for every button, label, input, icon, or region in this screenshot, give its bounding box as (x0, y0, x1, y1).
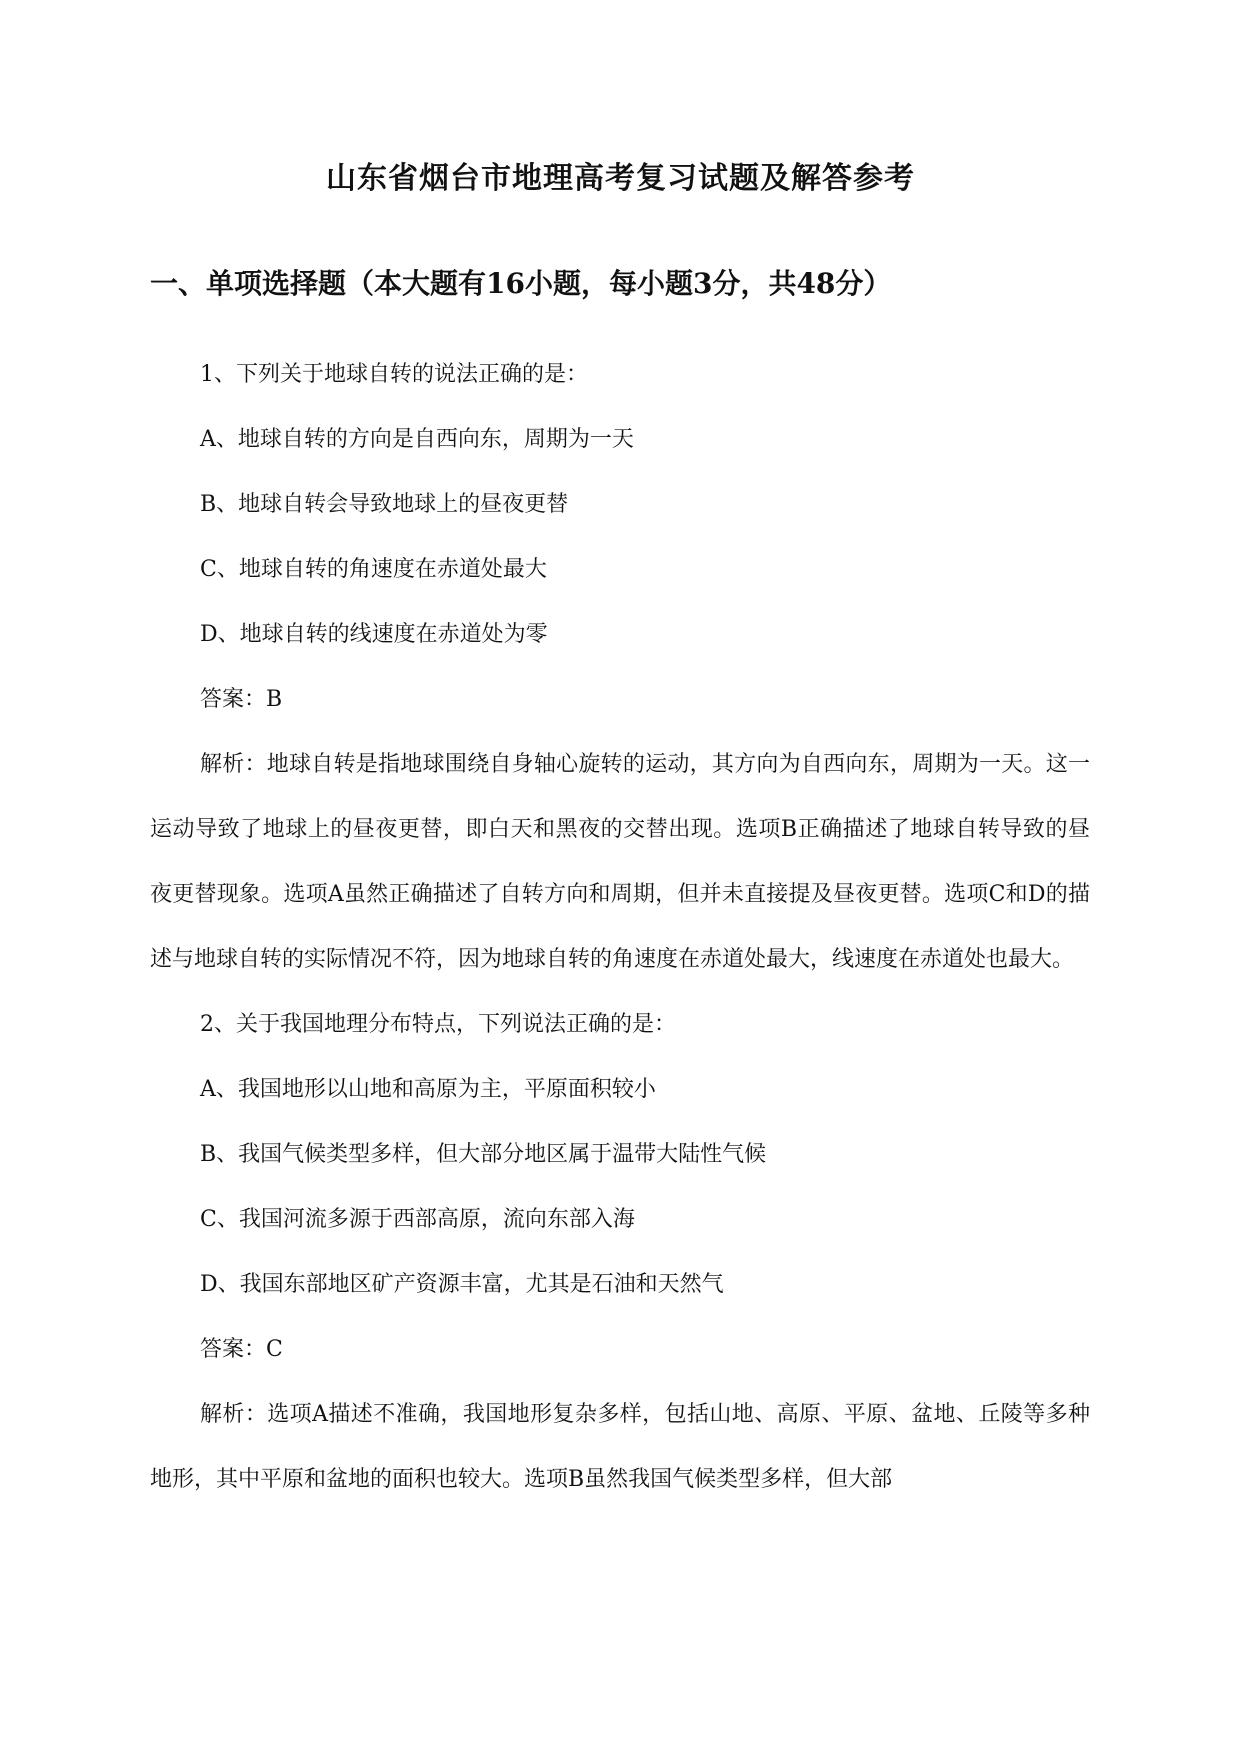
option-c: C、我国河流多源于西部高原，流向东部入海 (200, 1207, 635, 1232)
option-d: D、我国东部地区矿产资源丰富，尤其是石油和天然气 (200, 1272, 724, 1297)
document-body (150, 342, 1090, 1512)
option-c: C、地球自转的角速度在赤道处最大 (200, 557, 547, 582)
answer-line: 答案：B (200, 687, 283, 712)
option-b: B、我国气候类型多样，但大部分地区属于温带大陆性气候 (200, 1142, 767, 1167)
option-d: D、地球自转的线速度在赤道处为零 (200, 622, 548, 647)
question-stem: 1、下列关于地球自转的说法正确的是： (200, 362, 588, 387)
analysis-paragraph: 解析：地球自转是指地球围绕自身轴心旋转的运动，其方向为自西向东，周期为一天。这一运动导致了地球上的昼夜更替，即白天和黑夜的交替出现。选项B正确描述了地球自转导致的昼夜更替现象。选项A虽然正确描述了自转方向和周期，但并未直接提及昼夜更替。选项C和D的描述与地球自转的实际情况不符，因为地球自转的角速度在赤道处最大，线速度在赤道处也最大。 (150, 752, 1090, 972)
option-a: A、地球自转的方向是自西向东，周期为一天 (200, 427, 634, 452)
question-stem: 2、关于我国地理分布特点，下列说法正确的是： (200, 1012, 676, 1037)
document-title: 山东省烟台市地理高考复习试题及解答参考 (326, 161, 915, 196)
section-heading: 一、单项选择题（本大题有16小题，每小题3分，共48分） (150, 267, 892, 300)
option-b: B、地球自转会导致地球上的昼夜更替 (200, 492, 569, 517)
answer-line: 答案：C (200, 1337, 283, 1362)
analysis-paragraph: 解析：选项A描述不准确，我国地形复杂多样，包括山地、高原、平原、盆地、丘陵等多种地形，其中平原和盆地的面积也较大。选项B虽然我国气候类型多样，但大部 (150, 1402, 1091, 1492)
option-a: A、我国地形以山地和高原为主，平原面积较小 (200, 1077, 656, 1102)
